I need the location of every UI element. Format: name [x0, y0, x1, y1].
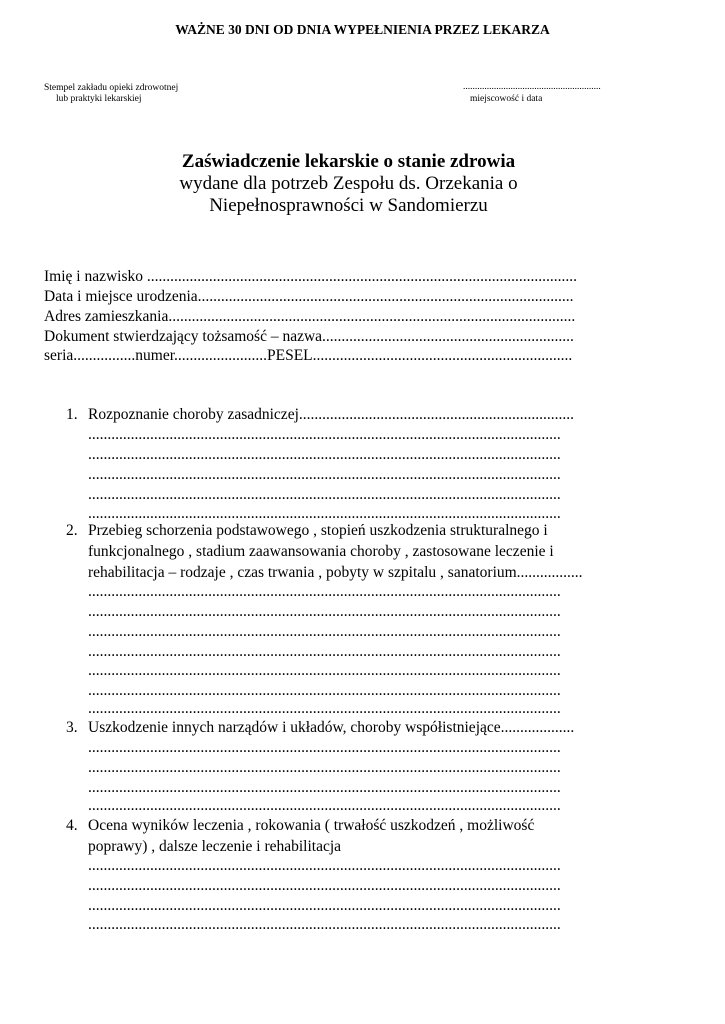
answer-line[interactable]: .......................................................................................................................... [88, 700, 561, 717]
question-text: rehabilitacja – rodzaje , czas trwania , pobyty w szpitalu , sanatorium................. [88, 564, 583, 581]
question-text: Rozpoznanie choroby zasadniczej....................................................................... [88, 406, 575, 423]
answer-line[interactable]: .......................................................................................................................... [88, 739, 561, 756]
answer-line[interactable]: .......................................................................................................................... [88, 759, 561, 776]
answer-line[interactable]: .......................................................................................................................... [88, 603, 561, 620]
answer-line[interactable]: .......................................................................................................................... [88, 486, 561, 503]
document-title: Zaświadczenie lekarskie o stanie zdrowia [181, 151, 516, 172]
answer-line[interactable]: .......................................................................................................................... [88, 643, 561, 660]
series-number-pesel-field[interactable]: seria................numer........................PESEL................................................................... [44, 347, 573, 364]
document-subtitle-line2: Niepełnosprawności w Sandomierzu [209, 195, 488, 216]
answer-line[interactable]: .......................................................................................................................... [88, 877, 561, 894]
answer-line[interactable]: .......................................................................................................................... [88, 623, 561, 640]
answer-line[interactable]: .......................................................................................................................... [88, 897, 561, 914]
question-number: 4. [66, 817, 78, 834]
answer-line[interactable]: .......................................................................................................................... [88, 857, 561, 874]
validity-notice: WAŻNE 30 DNI OD DNIA WYPEŁNIENIA PRZEZ LEKARZA [175, 22, 550, 37]
question-number: 2. [66, 522, 78, 539]
stamp-label-line2: lub praktyki lekarskiej [56, 94, 142, 104]
answer-line[interactable]: .......................................................................................................................... [88, 583, 561, 600]
question-text: poprawy) , dalsze leczenie i rehabilitacja [88, 838, 342, 855]
name-field[interactable]: Imię i nazwisko ............................................................................................................... [44, 268, 578, 285]
question-number: 3. [66, 719, 78, 736]
answer-line[interactable]: .......................................................................................................................... [88, 779, 561, 796]
answer-line[interactable]: .......................................................................................................................... [88, 426, 561, 443]
answer-line[interactable]: .......................................................................................................................... [88, 505, 561, 522]
question-number: 1. [66, 406, 78, 423]
answer-line[interactable]: .......................................................................................................................... [88, 797, 561, 814]
question-text: Uszkodzenie innych narządów i układów, choroby współistniejące................... [88, 719, 575, 736]
id-document-field[interactable]: Dokument stwierdzający tożsamość – nazwa................................................................. [44, 328, 574, 345]
address-field[interactable]: Adres zamieszkania......................................................................................................... [44, 308, 576, 325]
question-text: Przebieg schorzenia podstawowego , stopień uszkodzenia strukturalnego i [88, 522, 548, 539]
question-text: Ocena wyników leczenia , rokowania ( trwałość uszkodzeń , możliwość [88, 817, 535, 834]
question-text: funkcjonalnego , stadium zaawansowania choroby , zastosowane leczenie i [88, 543, 554, 560]
stamp-label-line1: Stempel zakładu opieki zdrowotnej [44, 83, 179, 93]
place-date-field[interactable]: .......................................................... [463, 82, 601, 92]
place-date-label: miejscowość i data [470, 94, 543, 104]
answer-line[interactable]: .......................................................................................................................... [88, 466, 561, 483]
answer-line[interactable]: .......................................................................................................................... [88, 446, 561, 463]
document-subtitle-line1: wydane dla potrzeb Zespołu ds. Orzekania o [179, 173, 518, 194]
answer-line[interactable]: .......................................................................................................................... [88, 682, 561, 699]
answer-line[interactable]: .......................................................................................................................... [88, 662, 561, 679]
birth-date-place-field[interactable]: Data i miejsce urodzenia................................................................................................. [44, 288, 574, 305]
answer-line[interactable]: .......................................................................................................................... [88, 916, 561, 933]
